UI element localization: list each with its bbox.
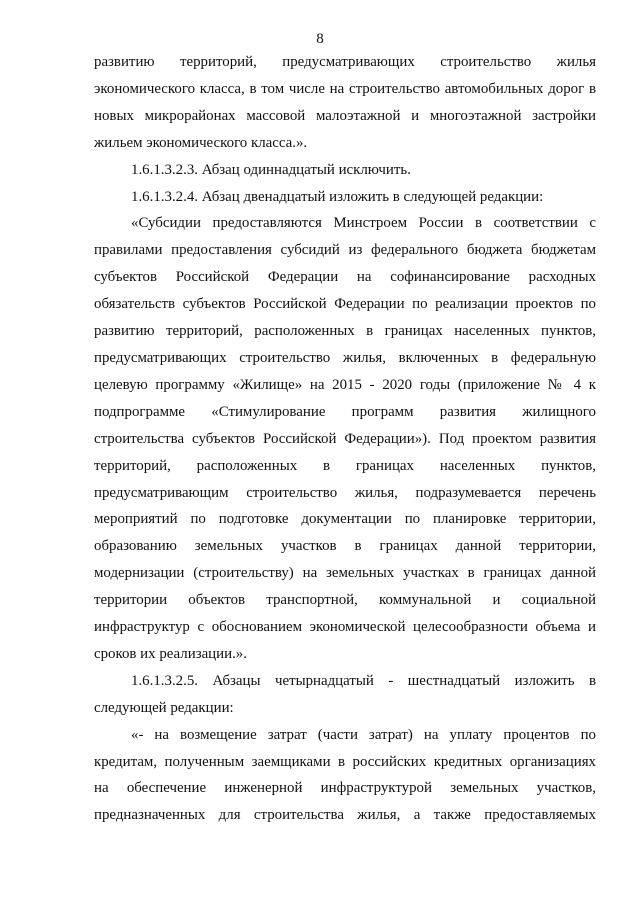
paragraph	[94, 184, 596, 211]
text-line: предусматривающих строительство жилья, включенных в федеральную	[94, 349, 596, 366]
text-line: инфраструктур с обоснованием экономической целесообразности объема и	[94, 619, 596, 636]
text-line: сроков их реализации.».	[94, 645, 247, 662]
text-line: жильем экономического класса.».	[94, 134, 308, 151]
text-line: кредитам, полученным заемщиками в российских кредитных организациях	[94, 753, 596, 770]
text-line: целевую программу «Жилище» на 2015 - 2020 годы (приложение № 4 к	[94, 376, 596, 393]
text-line: субъектов Российской Федерации на софинансирование расходных	[94, 269, 596, 286]
text-line: правилами предоставления субсидий из федерального бюджета бюджетам	[94, 242, 596, 259]
text-line: «- на возмещение затрат (части затрат) на уплату процентов по	[131, 726, 596, 743]
text-line: 1.6.1.3.2.4. Абзац двенадцатый изложить в следующей редакции:	[131, 188, 544, 205]
document-body	[94, 49, 596, 829]
text-line: территории объектов транспортной, коммунальной и социальной	[94, 592, 596, 609]
text-line: «Субсидии предоставляются Минстроем России в соответствии с	[131, 215, 596, 232]
text-line: подпрограмме «Стимулирование программ развития жилищного	[94, 403, 596, 420]
text-line: модернизации (строительству) на земельных участках в границах данной	[94, 565, 596, 582]
paragraph	[94, 668, 596, 722]
paragraph	[94, 157, 596, 184]
paragraph	[94, 49, 596, 157]
text-line: развитию территорий, предусматривающих строительство жилья	[94, 54, 596, 70]
text-line: предусматривающим строительство жилья, подразумевается перечень	[94, 484, 596, 501]
text-line: на обеспечение инженерной инфраструктурой земельных участков,	[94, 780, 596, 797]
text-line: 1.6.1.3.2.5. Абзацы четырнадцатый - шестнадцатый изложить в	[131, 672, 596, 689]
text-line: предназначенных для строительства жилья, а также предоставляемых	[94, 807, 596, 824]
paragraph	[94, 722, 596, 830]
text-line: развитию территорий, расположенных в границах населенных пунктов,	[94, 323, 596, 340]
text-line: мероприятий по подготовке документации по планировке территории,	[94, 511, 596, 528]
text-line: территорий, расположенных в границах населенных пунктов,	[94, 457, 596, 474]
paragraph	[94, 210, 596, 667]
text-line: новых микрорайонах массовой малоэтажной и многоэтажной застройки	[94, 107, 596, 124]
text-line: строительства субъектов Российской Федерации»). Под проектом развития	[94, 430, 596, 447]
text-line: следующей редакции:	[94, 699, 234, 716]
text-line: обязательств субъектов Российской Федерации по реализации проектов по	[94, 296, 596, 313]
page-number: 8	[316, 31, 324, 47]
text-line: экономического класса, в том числе на строительство автомобильных дорог в	[94, 80, 596, 97]
text-line: 1.6.1.3.2.3. Абзац одиннадцатый исключить.	[131, 161, 411, 178]
text-line: образованию земельных участков в границах данной территории,	[94, 538, 596, 555]
